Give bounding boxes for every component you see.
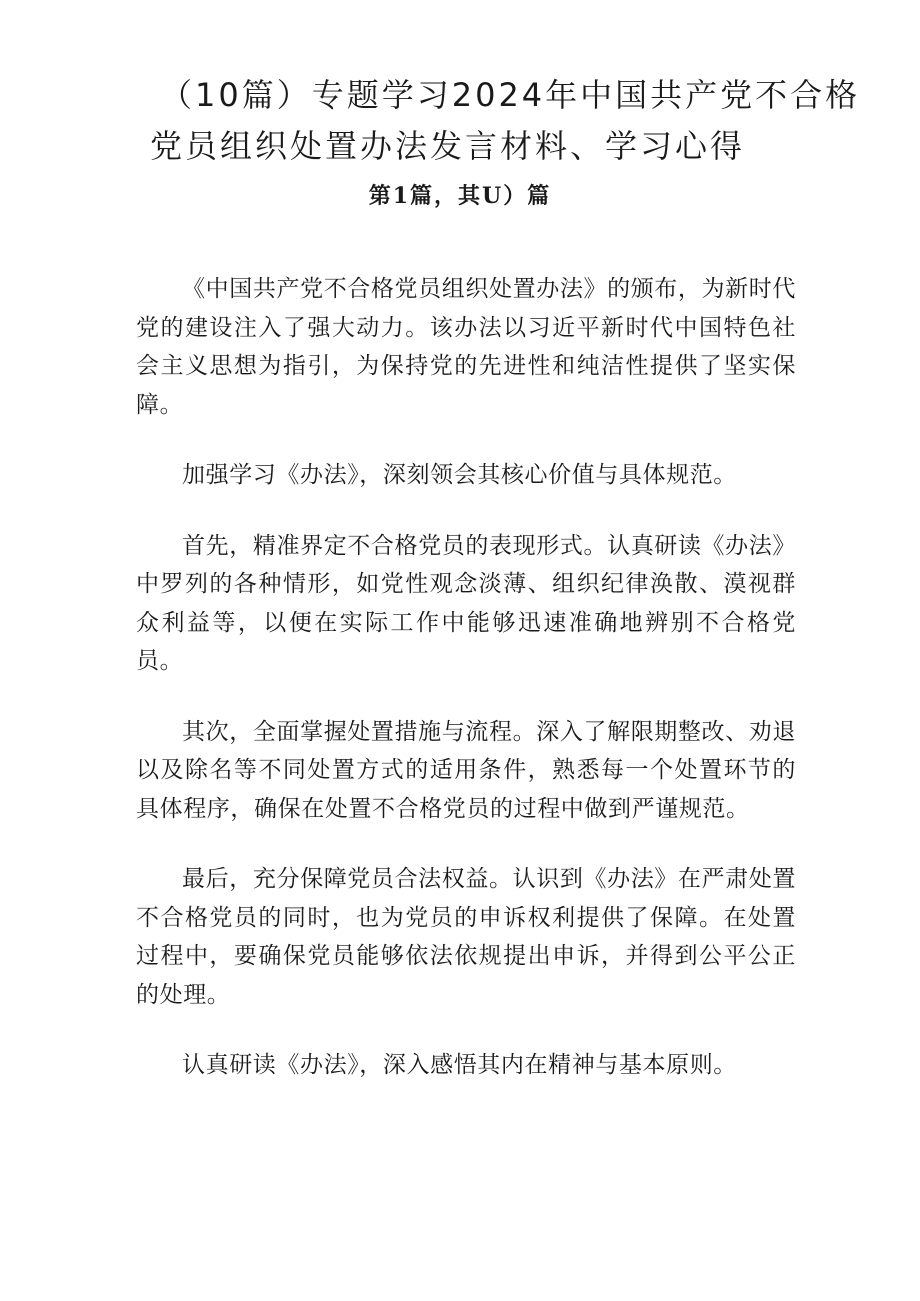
section-heading: 第1篇，其U）篇 xyxy=(368,183,552,209)
paragraph-study-spirit: 认真研读《办法》，深入感悟其内在精神与基本原则。 xyxy=(182,1052,737,1078)
document-title-line-1: （10篇）专题学习2024年中国共产党不合格 xyxy=(160,76,861,114)
paragraph-study-heading: 加强学习《办法》，深刻领会其核心价值与具体规范。 xyxy=(182,462,737,488)
document-title-line-2: 党员组织处置办法发言材料、学习心得 xyxy=(150,127,746,165)
document-title xyxy=(150,70,861,172)
paragraph-last: 最后，充分保障党员合法权益。认识到《办法》在严肃处置不合格党员的同时，也为党员的申诉权利提供了保障。在处置过程中，要确保党员能够依法依规提出申诉，并得到公平公正的处理。 xyxy=(136,866,796,1008)
paragraph-second: 其次，全面掌握处置措施与流程。深入了解限期整改、劝退以及除名等不同处置方式的适用条件，熟悉每一个处置环节的具体程序，确保在处置不合格党员的过程中做到严谨规范。 xyxy=(136,718,796,822)
paragraph-first: 首先，精准界定不合格党员的表现形式。认真研读《办法》中罗列的各种情形，如党性观念淡薄、组织纪律涣散、漠视群众利益等，以便在实际工作中能够迅速准确地辨别不合格党员。 xyxy=(136,532,796,674)
body-text xyxy=(136,270,796,1117)
paragraph-intro: 《中国共产党不合格党员组织处置办法》的颁布，为新时代党的建设注入了强大动力。该办法以习近平新时代中国特色社会主义思想为指引，为保持党的先进性和纯洁性提供了坚实保障。 xyxy=(136,276,796,418)
